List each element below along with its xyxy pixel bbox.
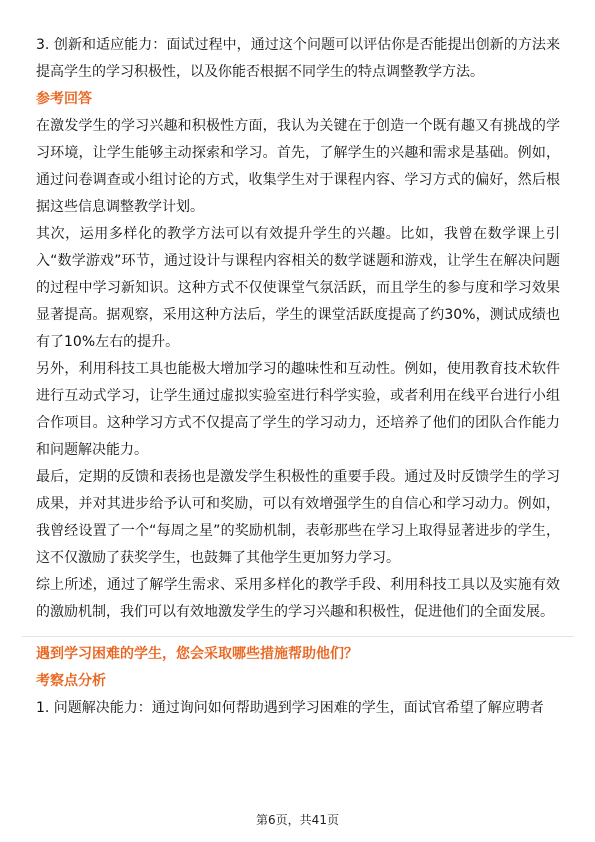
page-footer: 第6页，共41页 (256, 813, 339, 827)
answer-paragraph-2: 其次，运用多样化的教学方法可以有效提升学生的兴趣。比如，我曾在数学课上引入“数学游戏”环节，通过设计与课程内容相关的数学谜题和游戏，让学生在解决问题的过程中学习新知识。这种方式不仅使课堂气氛活跃，而且学生的参与度和学习效果显著提高。据观察，采用这种方法后，学生的课堂活跃度提高了约30%，测试成绩也有了10%左右的提升。 (36, 226, 560, 350)
section-divider (22, 636, 574, 637)
answer-paragraph-5: 综上所述，通过了解学生需求、采用多样化的教学手段、利用科技工具以及实施有效的激励机制，我们可以有效地激发学生的学习兴趣和积极性，促进他们的全面发展。 (36, 577, 560, 620)
answer-heading: 参考回答 (36, 91, 92, 107)
answer-paragraph-3: 另外，利用科技工具也能极大增加学习的趣味性和互动性。例如，使用教育技术软件进行互动式学习，让学生通过虚拟实验室进行科学实验，或者利用在线平台进行小组合作项目。这种学习方式不仅提高了学生的学习动力，还培养了他们的团队合作能力和问题解决能力。 (36, 361, 560, 458)
intro-point: 3. 创新和适应能力：面试过程中，通过这个问题可以评估你是否能提出创新的方法来提高学生的学习积极性，以及你能否根据不同学生的特点调整教学方法。 (36, 37, 560, 80)
answer-paragraph-1: 在激发学生的学习兴趣和积极性方面，我认为关键在于创造一个既有趣又有挑战的学习环境，让学生能够主动探索和学习。首先，了解学生的兴趣和需求是基础。例如，通过问卷调查或小组讨论的方式，收集学生对于课程内容、学习方式的偏好，然后根据这些信息调整教学计划。 (36, 118, 560, 215)
page-content (36, 32, 560, 722)
answer-paragraph-4: 最后，定期的反馈和表扬也是激发学生积极性的重要手段。通过及时反馈学生的学习成果，并对其进步给予认可和奖励，可以有效增强学生的自信心和学习动力。例如，我曾经设置了一个“每周之星”的奖励机制，表彰那些在学习上取得显著进步的学生，这不仅激励了获奖学生，也鼓舞了其他学生更加努力学习。 (36, 469, 560, 566)
analysis-heading: 考察点分析 (36, 673, 106, 689)
analysis-point-1: 1. 问题解决能力：通过询问如何帮助遇到学习困难的学生，面试官希望了解应聘者 (36, 700, 544, 716)
question-heading: 遇到学习困难的学生，您会采取哪些措施帮助他们？ (36, 646, 358, 662)
